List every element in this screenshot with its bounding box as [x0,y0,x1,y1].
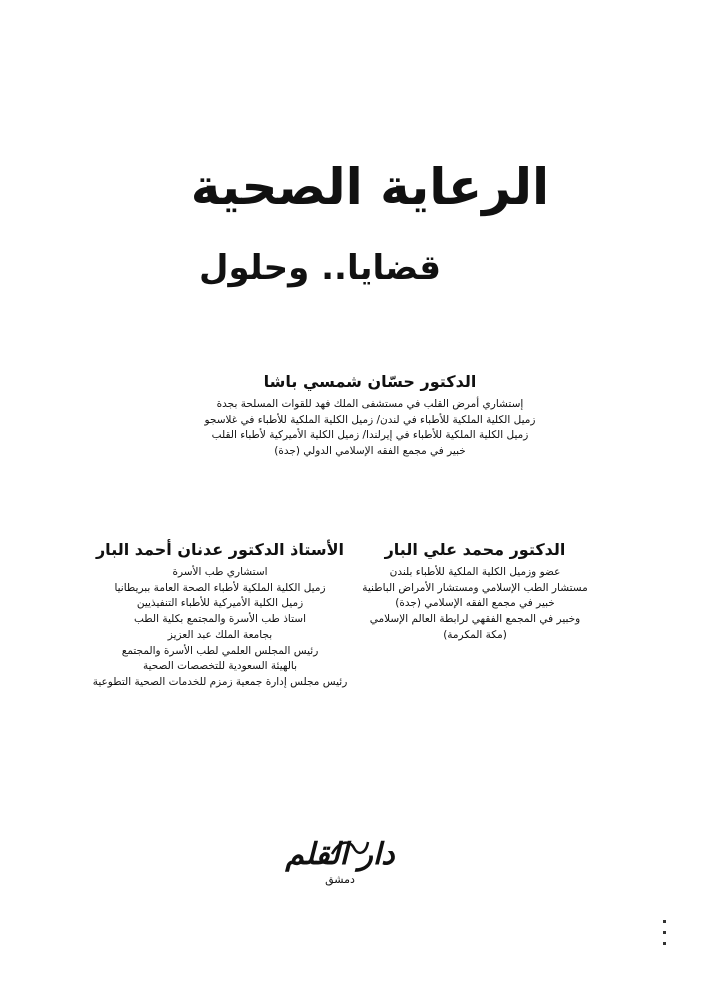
author-credential: بجامعة الملك عبد العزيز [167,628,273,641]
author-name: الدكتور محمد علي البار [384,540,566,559]
author-credential: (مكة المكرمة) [443,628,507,641]
publisher-logo-text: دار القلم [285,837,395,872]
publisher-city: دمشق [325,873,355,886]
logo-swirl-icon [330,838,370,858]
author-name: الأستاذ الدكتور عدنان أحمد البار [95,540,345,559]
author-credential: وخبير في المجمع الفقهي لرابطة العالم الإسلامي [369,613,581,626]
book-title: الرعاية الصحية [190,158,550,216]
author-credential: رئيس مجلس إدارة جمعية زمزم للخدمات الصحية التطوعية [92,676,348,689]
author-credential: مستشار الطب الإسلامي ومستشار الأمراض الباطنية [362,581,588,594]
author-credential: عضو وزميل الكلية الملكية للأطباء بلندن [389,565,561,578]
author-credential: زميل الكلية الملكية للأطباء في إيرلندا/ زميل الكلية الأميركية لأطباء القلب [211,429,529,442]
author-credential: استاذ طب الأسرة والمجتمع بكلية الطب [133,613,306,626]
author-name: الدكتور حسّان شمسي باشا [263,372,477,391]
scan-edge-marks [658,920,670,953]
author-credential: بالهيئة السعودية للتخصصات الصحية [142,660,298,673]
author-credential: خبير في مجمع الفقه الإسلامي (جدة) [395,597,555,610]
author-credential: زميل الكلية الملكية للأطباء في لندن/ زميل الكلية الملكية للأطباء في غلاسجو [204,413,536,426]
author-block-left [90,540,350,691]
author-block-right [360,540,590,644]
book-subtitle: قضايا.. وحلول [198,248,442,288]
publisher-logo [275,838,405,898]
author-credential: زميل الكلية الملكية لأطباء الصحة العامة ببريطانيا [114,581,326,594]
author-credential: إستشاري أمرض القلب في مستشفى الملك فهد للقوات المسلحة بجدة [216,397,524,410]
author-credential: زميل الكلية الأميركية للأطباء التنفيذيين [136,597,304,610]
author-credential: استشاري طب الأسرة [172,565,268,578]
author-credential: خبير في مجمع الفقه الإسلامي الدولي (جدة) [274,445,466,458]
author-block-top [180,372,560,460]
author-credential: رئيس المجلس العلمي لطب الأسرة والمجتمع [121,644,319,657]
